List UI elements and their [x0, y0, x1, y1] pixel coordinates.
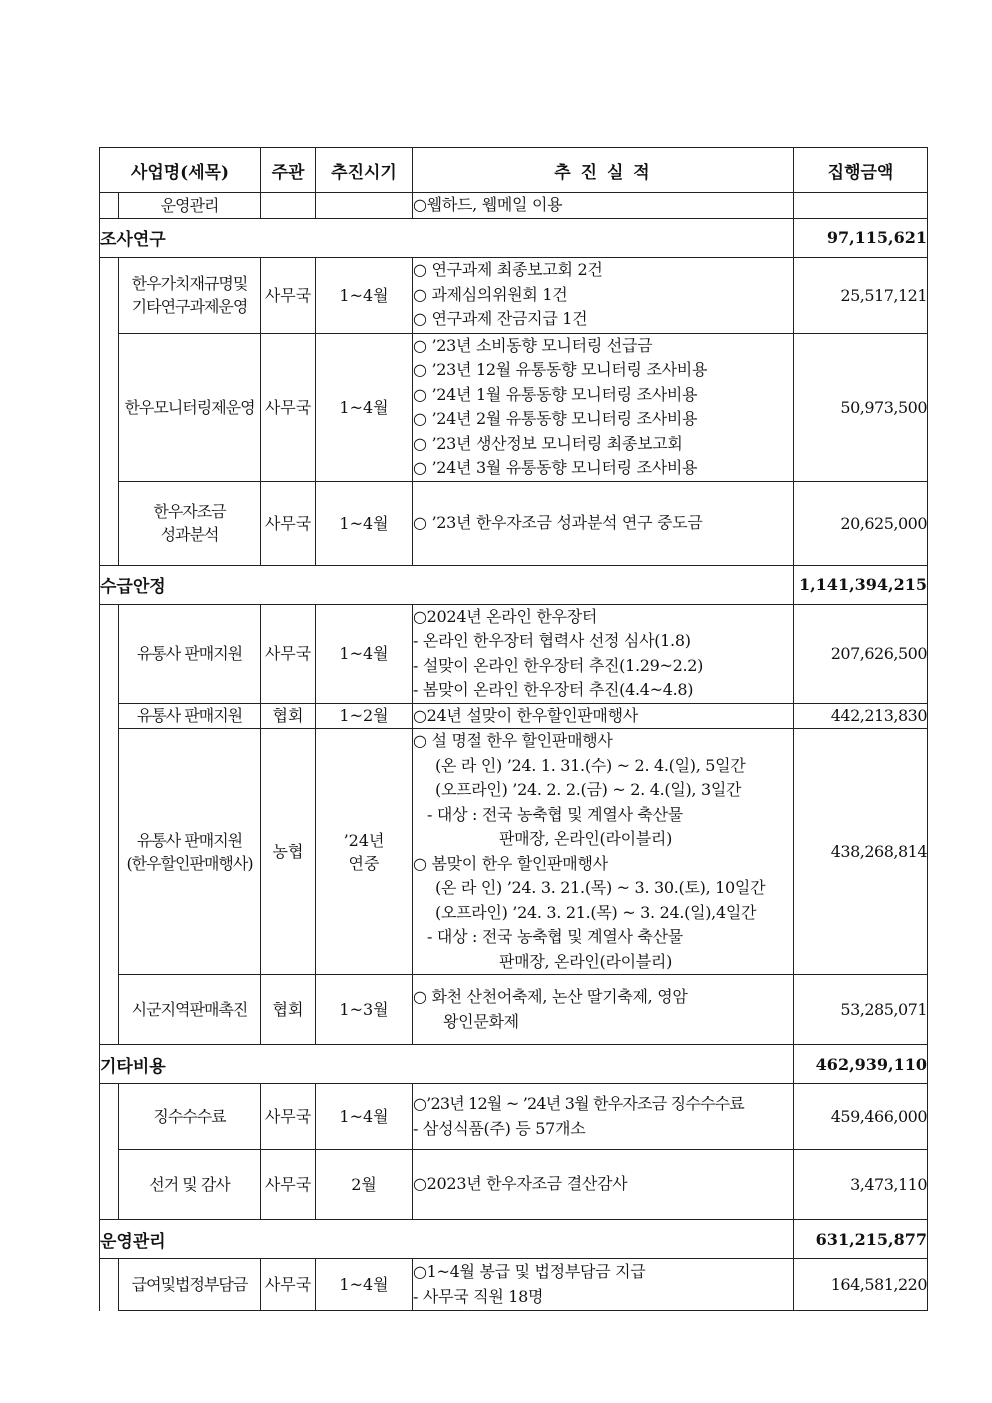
row-org: 사무국 — [261, 1150, 316, 1220]
header-org: 주관 — [261, 148, 316, 193]
category-name: 조사연구 — [100, 218, 794, 257]
table-row — [100, 729, 928, 975]
row-org: 사무국 — [261, 257, 316, 333]
table-row — [100, 975, 928, 1045]
table-row — [100, 604, 928, 703]
category-row-other — [100, 1045, 928, 1084]
table-row — [100, 1259, 928, 1311]
row-detail: ○ ’23년 소비동향 모니터링 선급금 ○ ’23년 12월 유통동향 모니터링 조사비용 ○ ’24년 1월 유통동향 모니터링 조사비용 ○ ’24년 2월 유통동향 모니터링 조사비용 ○ ’23년 생산정보 모니터링 최종보고회 ○ ’24년 3월 유통동향 모니터링 조사비용 — [413, 333, 794, 481]
row-detail: ○ 설 명절 한우 할인판매행사 (온 라 인) ’24. 1. 31.(수) ~ 2. 4.(일), 5일간 (오프라인) ’24. 2. 2.(금) ~ 2. 4.(일), 3일간 - 대상 : 전국 농축협 및 계열사 축산물 판매장, 온라인(라이블리) ○ 봄맞이 한우 할인판매행사 (온 라 인) ’24. 3. 21.(목) ~ 3. 30.(토), 10일간 (오프라인) ’24. 3. 21.(목) ~ 3. 24.(일),4일간 - 대상 : 전국 농축협 및 계열사 축산물 판매장, 온라인(라이블리) — [413, 729, 794, 975]
row-org: 사무국 — [261, 604, 316, 703]
category-row-research — [100, 218, 928, 257]
row-period: 1~4월 — [316, 604, 413, 703]
row-org: 사무국 — [261, 481, 316, 565]
row-period: 1~2월 — [316, 703, 413, 729]
row-period: ’24년 연중 — [316, 729, 413, 975]
row-org: 사무국 — [261, 333, 316, 481]
row-amount: 459,466,000 — [794, 1084, 928, 1150]
row-detail: ○ 연구과제 최종보고회 2건 ○ 과제심의위원회 1건 ○ 연구과제 잔금지급 1건 — [413, 257, 794, 333]
row-name: 유통사 판매지원 — [119, 604, 261, 703]
budget-table — [99, 147, 928, 1311]
row-amount: 3,473,110 — [794, 1150, 928, 1220]
header-amount: 집행금액 — [794, 148, 928, 193]
row-detail: ○2023년 한우자조금 결산감사 — [413, 1150, 794, 1220]
category-name: 수급안정 — [100, 565, 794, 604]
row-period: 1~4월 — [316, 333, 413, 481]
category-row-ops — [100, 1220, 928, 1259]
row-period: 1~4월 — [316, 257, 413, 333]
category-amount: 462,939,110 — [794, 1045, 928, 1084]
row-period: 1~4월 — [316, 1259, 413, 1311]
row-detail: ○웹하드, 웹메일 이용 — [413, 193, 794, 219]
table-row — [100, 1150, 928, 1220]
row-name: 한우자조금 성과분석 — [119, 481, 261, 565]
row-amount: 50,973,500 — [794, 333, 928, 481]
table-row — [100, 481, 928, 565]
row-name: 시군지역판매촉진 — [119, 975, 261, 1045]
row-period: 2월 — [316, 1150, 413, 1220]
row-org: 농협 — [261, 729, 316, 975]
row-amount: 164,581,220 — [794, 1259, 928, 1311]
header-detail: 추 진 실 적 — [413, 148, 794, 193]
row-detail: ○2024년 온라인 한우장터 - 온라인 한우장터 협력사 선정 심사(1.8) - 설맞이 온라인 한우장터 추진(1.29~2.2) - 봄맞이 온라인 한우장터 추진(4.4~4.8) — [413, 604, 794, 703]
row-org: 협회 — [261, 975, 316, 1045]
row-org: 협회 — [261, 703, 316, 729]
row-amount: 442,213,830 — [794, 703, 928, 729]
row-amount: 53,285,071 — [794, 975, 928, 1045]
row-detail: ○ 화천 산천어축제, 논산 딸기축제, 영암 왕인문화제 — [413, 975, 794, 1045]
table-row — [100, 193, 928, 219]
row-org: 사무국 — [261, 1259, 316, 1311]
table-row — [100, 703, 928, 729]
row-name: 한우가치재규명및 기타연구과제운영 — [119, 257, 261, 333]
row-name: 운영관리 — [119, 193, 261, 219]
row-detail: ○24년 설맞이 한우할인판매행사 — [413, 703, 794, 729]
row-detail: ○1~4월 봉급 및 법정부담금 지급 - 사무국 직원 18명 — [413, 1259, 794, 1311]
row-detail: ○ ’23년 한우자조금 성과분석 연구 중도금 — [413, 481, 794, 565]
category-row-supply — [100, 565, 928, 604]
row-period: 1~4월 — [316, 481, 413, 565]
row-amount: 207,626,500 — [794, 604, 928, 703]
row-period: 1~3월 — [316, 975, 413, 1045]
row-amount: 20,625,000 — [794, 481, 928, 565]
row-amount: 25,517,121 — [794, 257, 928, 333]
table-row — [100, 1084, 928, 1150]
row-name: 유통사 판매지원 — [119, 703, 261, 729]
table-row — [100, 333, 928, 481]
header-name: 사업명(세목) — [100, 148, 261, 193]
row-org: 사무국 — [261, 1084, 316, 1150]
category-name: 운영관리 — [100, 1220, 794, 1259]
row-name: 유통사 판매지원 (한우할인판매행사) — [119, 729, 261, 975]
row-name: 징수수수료 — [119, 1084, 261, 1150]
category-name: 기타비용 — [100, 1045, 794, 1084]
row-name: 급여및법정부담금 — [119, 1259, 261, 1311]
row-name: 선거 및 감사 — [119, 1150, 261, 1220]
category-amount: 97,115,621 — [794, 218, 928, 257]
table-row — [100, 257, 928, 333]
row-period: 1~4월 — [316, 1084, 413, 1150]
row-amount: 438,268,814 — [794, 729, 928, 975]
row-name: 한우모니터링제운영 — [119, 333, 261, 481]
row-detail: ○’23년 12월 ~ ’24년 3월 한우자조금 징수수수료 - 삼성식품(주) 등 57개소 — [413, 1084, 794, 1150]
category-amount: 1,141,394,215 — [794, 565, 928, 604]
category-amount: 631,215,877 — [794, 1220, 928, 1259]
header-period: 추진시기 — [316, 148, 413, 193]
header-row — [100, 148, 928, 193]
